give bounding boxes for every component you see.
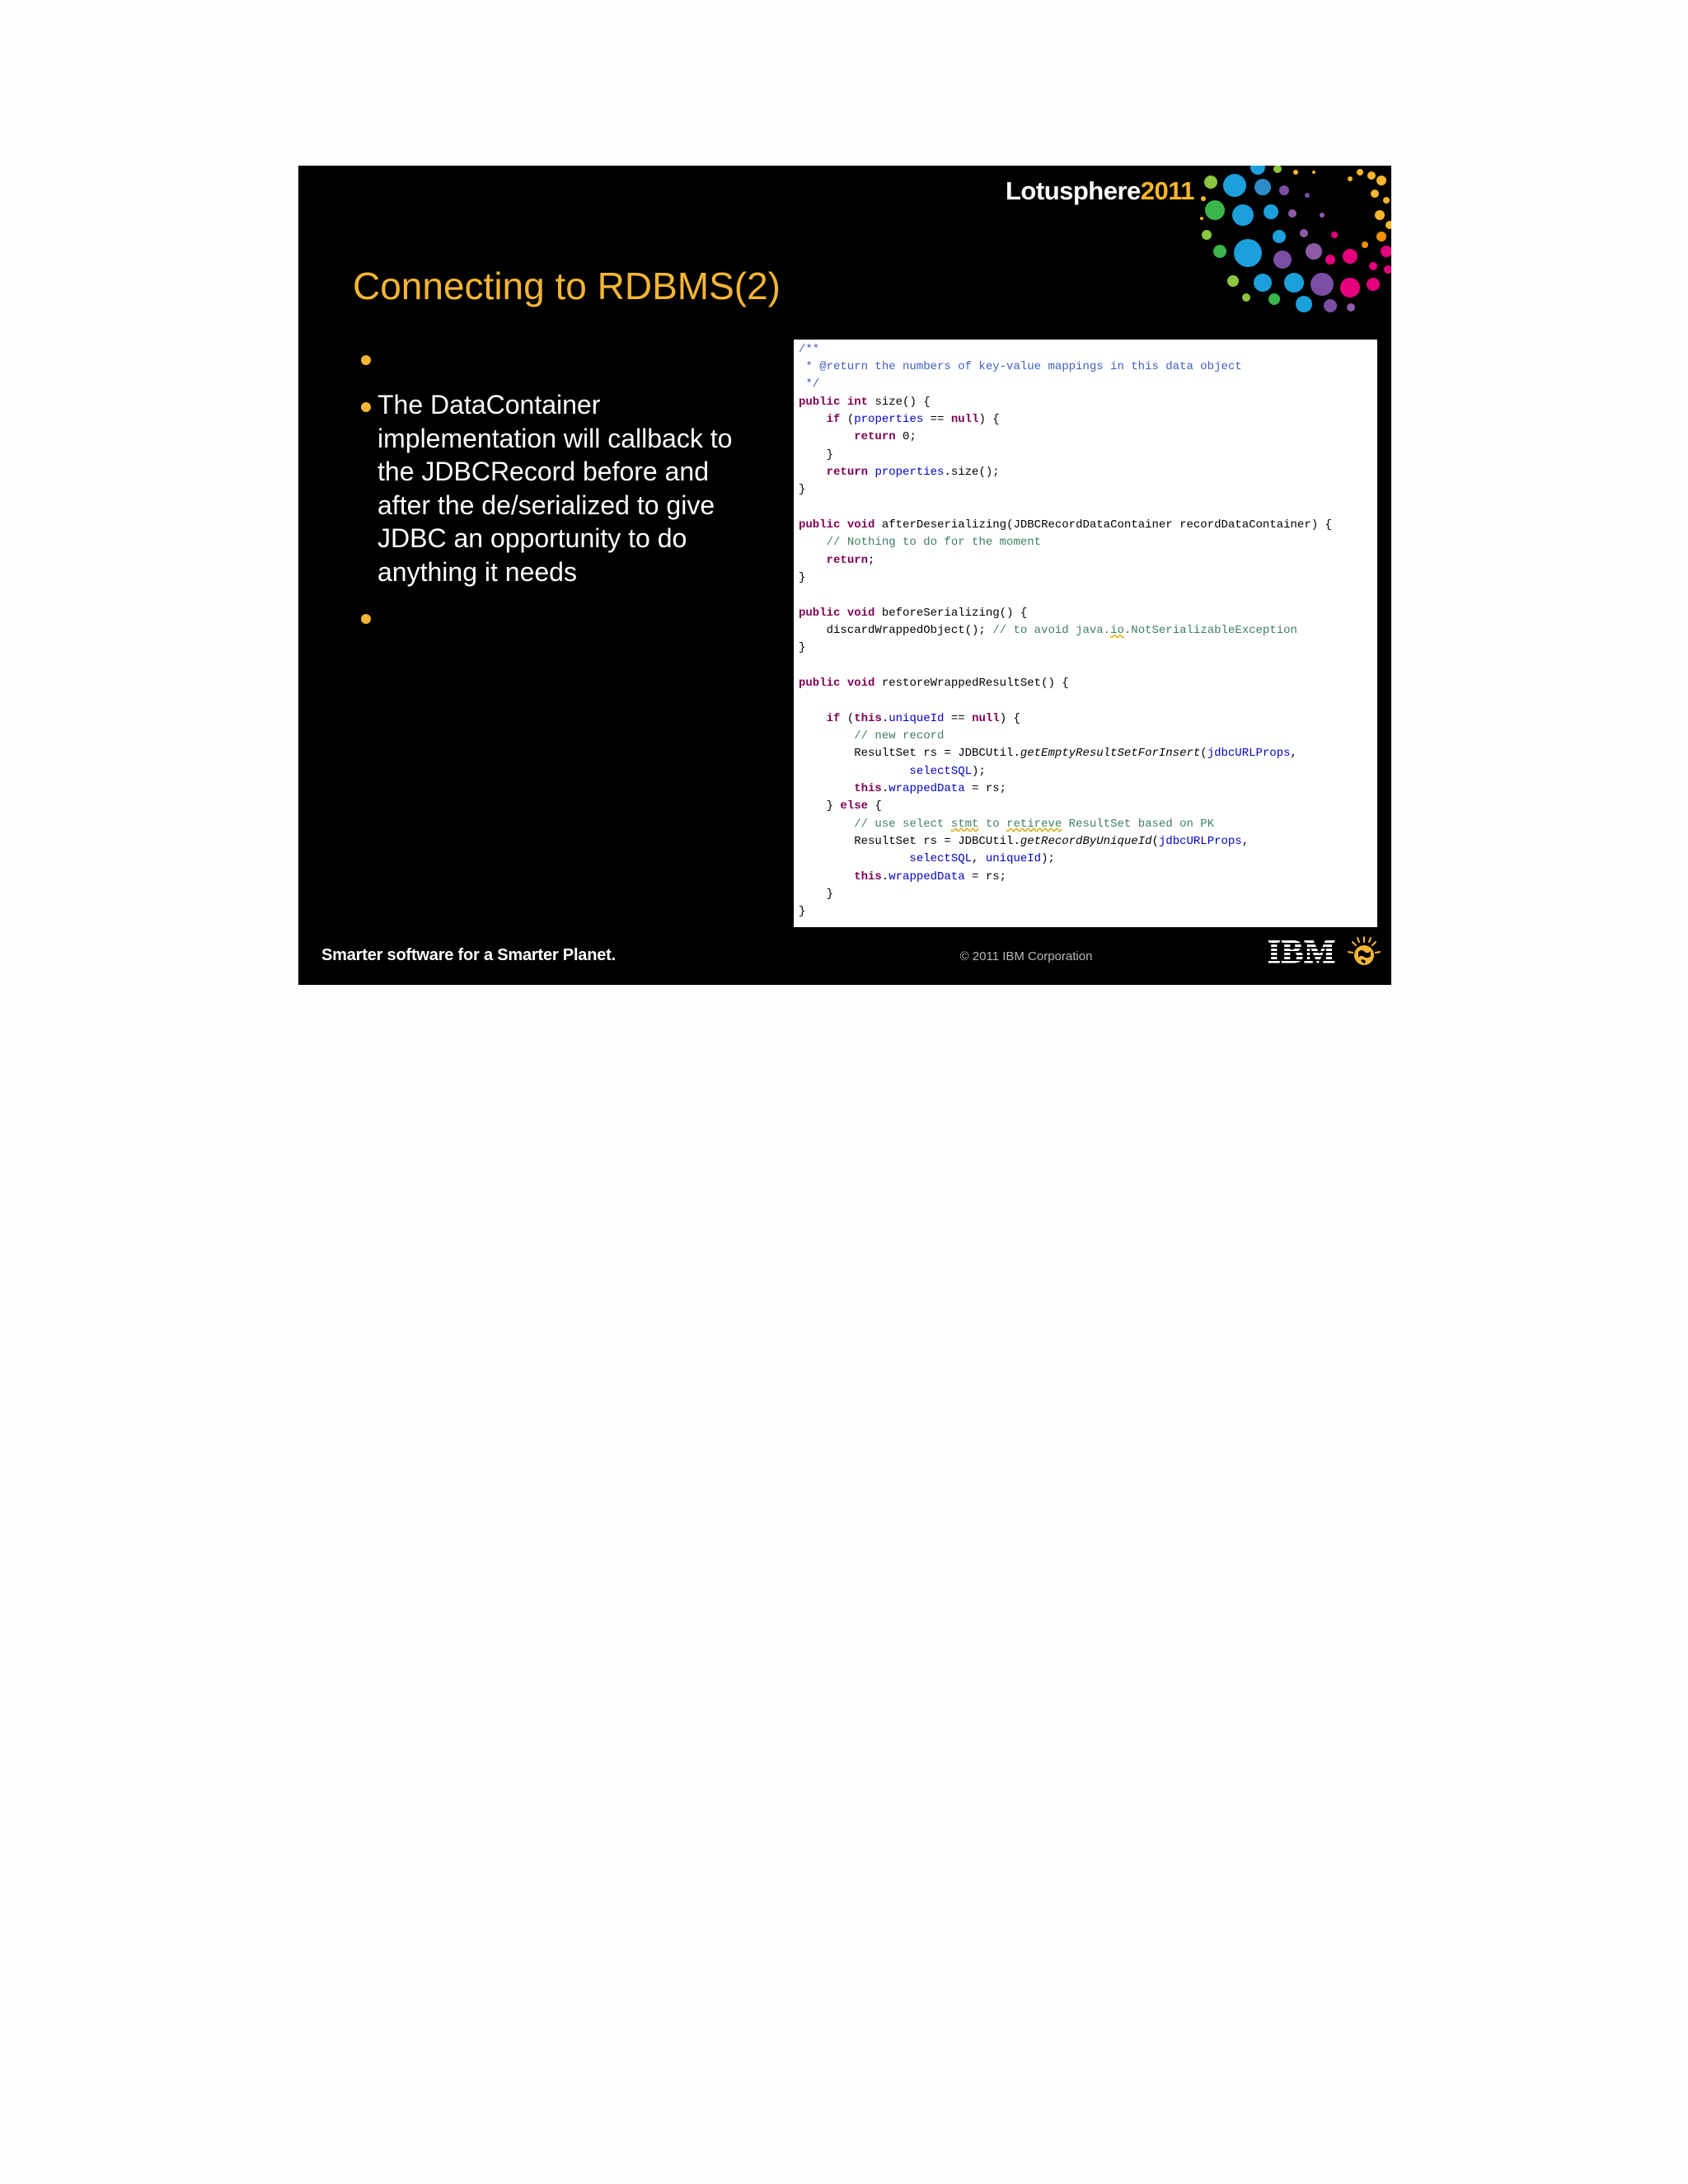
brand-year: 2011 <box>1140 176 1195 205</box>
code-line: selectSQL); <box>909 765 986 778</box>
copyright: © 2011 IBM Corporation <box>959 949 1093 963</box>
code-line: } <box>799 571 806 584</box>
logo-stripes <box>1268 935 1343 968</box>
code-line: discardWrappedObject(); // to avoid java.io.NotSerializableException <box>799 624 1297 637</box>
smarter-planet-icon <box>1348 935 1381 968</box>
code-line: selectSQL, uniqueId); <box>909 852 1055 865</box>
code-line: } <box>799 448 834 462</box>
code-line: return; <box>826 554 875 567</box>
code-screenshot <box>794 340 1377 927</box>
code-line: } <box>799 905 806 918</box>
bullet-marker <box>361 614 371 624</box>
code-line: * @return the numbers of key-value mappings in this data object <box>799 360 1242 373</box>
lotusphere-logo <box>1006 171 1194 211</box>
ibm-logo <box>1268 935 1343 968</box>
code-line: if (properties == null) { <box>826 413 1000 426</box>
brand-name: Lotusphere <box>1006 176 1141 205</box>
code-line: } <box>799 888 834 901</box>
code-line: // Nothing to do for the moment <box>826 536 1042 549</box>
code-line: // new record <box>854 729 945 743</box>
code-line: } else { <box>799 799 882 813</box>
code-line: if (this.uniqueId == null) { <box>826 712 1020 725</box>
code-line: public int size() { <box>799 396 931 409</box>
bullet-text: The DataContainer implementation will callback to the JDBCRecord before and after the de/serialized to give JDBC an opportunity to do anything it needs <box>377 390 733 587</box>
code-line: public void beforeSerializing() { <box>799 607 1028 620</box>
code-line: } <box>799 641 806 654</box>
code-line: // use select stmt to retireve ResultSet based on PK <box>854 818 1215 831</box>
slide <box>298 166 1391 985</box>
code-line: ResultSet rs = JDBCUtil.getRecordByUniqueId(jdbcURLProps, <box>799 835 1250 848</box>
code-line: return properties.size(); <box>826 466 1000 479</box>
slide-title: Connecting to RDBMS(2) <box>353 265 781 307</box>
code-line: this.wrappedData = rs; <box>854 870 1007 883</box>
code-line: return 0; <box>854 430 917 443</box>
code-line: public void restoreWrappedResultSet() { <box>799 677 1069 690</box>
code-line: /** <box>799 343 820 356</box>
code-line: this.wrappedData = rs; <box>854 782 1007 795</box>
code-line: ResultSet rs = JDBCUtil.getEmptyResultSetForInsert(jdbcURLProps, <box>799 747 1297 760</box>
tagline: Smarter software for a Smarter Planet. <box>321 946 616 964</box>
code-line: */ <box>799 377 820 391</box>
colored-dots-icon <box>1198 166 1391 314</box>
bullet-marker <box>361 355 371 365</box>
code-line: } <box>799 483 806 496</box>
code-line: public void afterDeserializing(JDBCRecordDataContainer recordDataContainer) { <box>799 518 1332 532</box>
bullet-marker <box>361 402 371 412</box>
